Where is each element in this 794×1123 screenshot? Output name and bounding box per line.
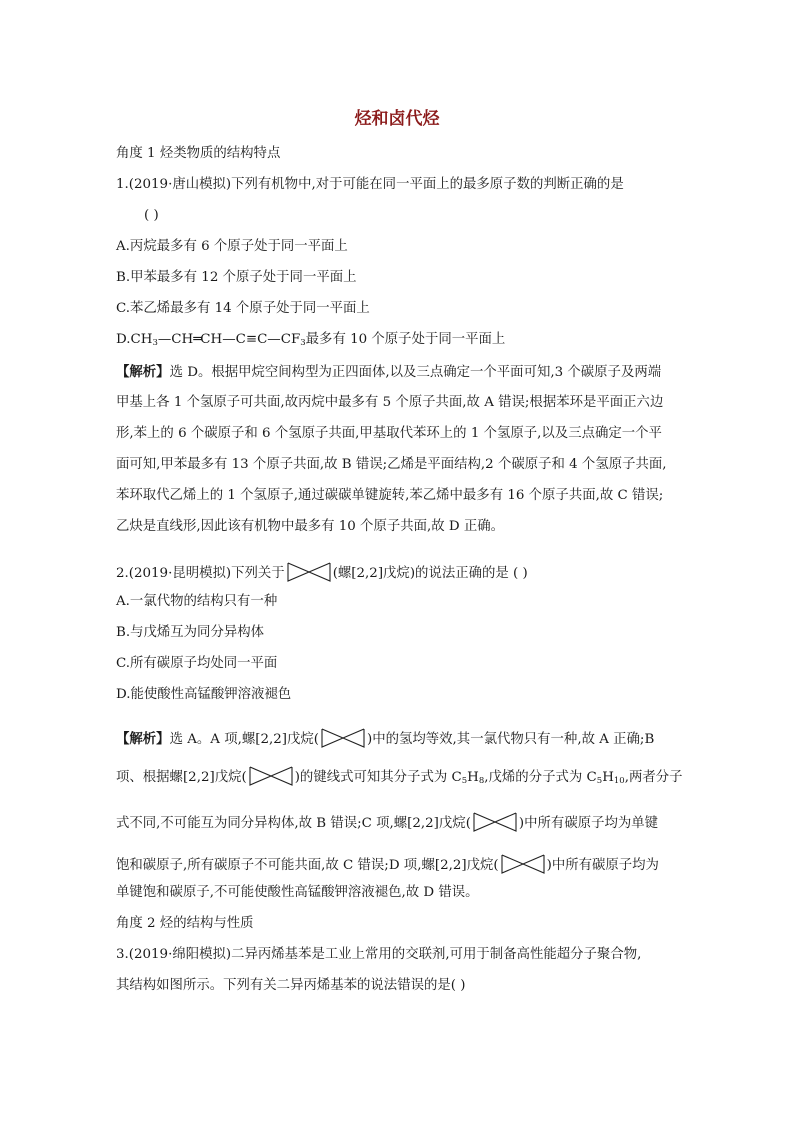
spiropentane-structure (248, 765, 294, 787)
answer-1-line-1: 【解析】选 D。根据甲烷空间构型为正四面体,以及三点确定一个平面可知,3 个碳原子及两端 (116, 364, 662, 380)
answer-2-line-3: 式不同,不可能互为同分异构体,故 B 错误;C 项,螺[2,2]戊烷( )中所有碳原子均为单键 (116, 811, 658, 834)
answer-2-line-4: 饱和碳原子,所有碳原子不可能共面,故 C 错误;D 项,螺[2,2]戊烷( )中所有碳原子均为 (116, 853, 659, 876)
double-bond-symbol: ═ (193, 332, 201, 347)
section-heading-1: 角度 1 烃类物质的结构特点 (116, 146, 281, 161)
question-3-line-1: 3.(2019·绵阳模拟)二异丙烯基苯是工业上常用的交联剂,可用于制备高性能超分子聚合物, (116, 947, 642, 962)
question-1-option-b: B.甲苯最多有 12 个原子处于同一平面上 (116, 270, 357, 285)
question-2-option-d: D.能使酸性高锰酸钾溶液褪色 (116, 687, 292, 702)
section-heading-2: 角度 2 烃的结构与性质 (116, 916, 254, 931)
question-2-option-b: B.与戊烯互为同分异构体 (116, 625, 265, 640)
answer-2-line-5: 单键饱和碳原子,不可能使酸性高锰酸钾溶液褪色,故 D 错误。 (116, 885, 479, 900)
answer-2-line-1: 【解析】选 A。A 项,螺[2,2]戊烷( )中的氢均等效,其一氯代物只有一种,故 A 正确;B (116, 727, 654, 750)
answer-1-line-6: 乙炔是直线形,因此该有机物中最多有 10 个原子共面,故 D 正确。 (116, 519, 505, 534)
question-2-stem: 2.(2019·昆明模拟)下列关于 (螺[2,2]戊烷)的说法正确的是 ( ) (116, 561, 528, 584)
question-1-option-d: $D.CH_3—CH═CH—C\equiv C—CF_3$最多有 10 个原子处于同一平面上 (116, 332, 506, 348)
answer-1-line-5: 苯环取代乙烯上的 1 个氢原子,通过碳碳单键旋转,苯乙烯中最多有 16 个原子共面,故 C 错误; (116, 488, 664, 503)
question-1-answer-blank: ( ) (144, 208, 159, 223)
question-1-option-a: A.丙烷最多有 6 个原子处于同一平面上 (116, 239, 348, 254)
answer-2-line-2: 项、根据螺[2,2]戊烷( )的键线式可知其分子式为 $C_5H_8$,戊烯的分子式为 $C_5H_{10}$,两者分子 (116, 765, 683, 788)
spiropentane-structure (500, 853, 546, 875)
answer-1-line-4: 面可知,甲苯最多有 13 个原子共面,故 B 错误;乙烯是平面结构,2 个碳原子和 4 个氢原子共面, (116, 457, 667, 472)
question-3-line-2: 其结构如图所示。下列有关二异丙烯基苯的说法错误的是( ) (116, 978, 466, 993)
answer-1-line-3: 形,苯上的 6 个碳原子和 6 个氢原子共面,甲基取代苯环上的 1 个氢原子,以及三点确定一个平 (116, 426, 662, 441)
question-1-option-c: C.苯乙烯最多有 14 个原子处于同一平面上 (116, 301, 370, 316)
analysis-label: 【解析】 (116, 731, 170, 747)
question-1-stem: 1.(2019·唐山模拟)下列有机物中,对于可能在同一平面上的最多原子数的判断正确的是 (116, 177, 624, 192)
question-2-option-a: A.一氯代物的结构只有一种 (116, 594, 278, 609)
page-title: 烃和卤代烃 (354, 109, 440, 129)
question-2-option-c: C.所有碳原子均处同一平面 (116, 656, 278, 671)
answer-1-line-2: 甲基上各 1 个氢原子可共面,故丙烷中最多有 5 个原子共面,故 A 错误;根据苯环是平面正六边 (116, 395, 664, 410)
analysis-label: 【解析】 (116, 364, 170, 380)
spiropentane-structure (472, 811, 518, 833)
spiropentane-structure (286, 561, 332, 583)
spiropentane-structure (320, 727, 366, 749)
